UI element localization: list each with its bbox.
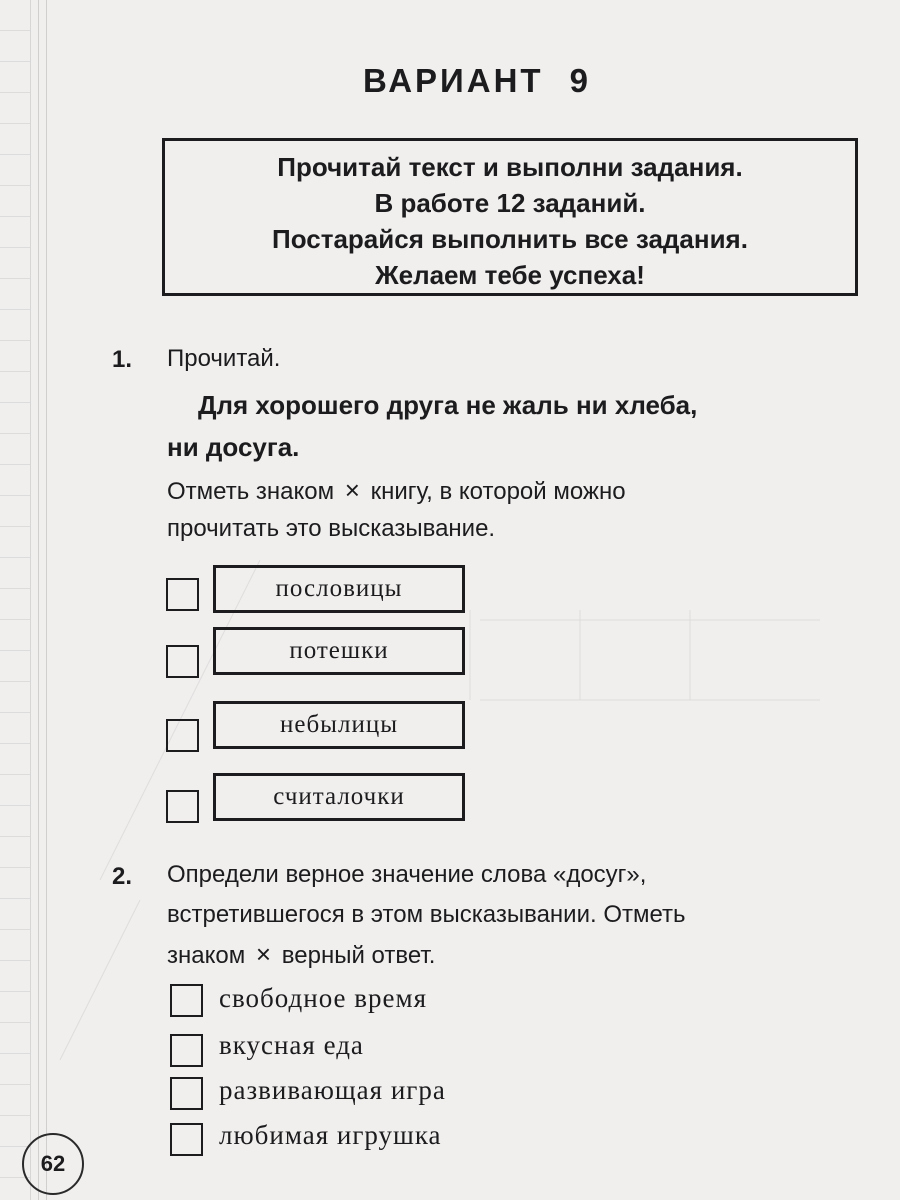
task1-option-checkbox-counting-rhymes[interactable] [166,790,199,823]
instructions-line: Прочитай текст и выполни задания. [277,152,743,182]
task1-intro: Прочитай. [167,345,281,372]
task1-option-checkbox-tall-tales[interactable] [166,719,199,752]
task2-line3: знаком × верный ответ. [167,939,436,969]
instructions-line: Постарайся выполнить все задания. [272,224,748,254]
task1-option-tall-tales: небылицы [213,701,465,749]
title-word: ВАРИАНТ [363,62,544,99]
task2-option-tasty-food: вкусная еда [219,1030,364,1060]
instructions-line: Желаем тебе успеха! [375,260,645,290]
task1-instruction-line1: Отметь знаком × книгу, в которой можно [167,475,626,505]
task2-option-educational-game: развивающая игра [219,1075,446,1105]
instructions-box [162,138,858,296]
task2-option-favorite-toy: любимая игрушка [219,1120,442,1150]
task1-option-counting-rhymes: считалочки [213,773,465,821]
task2-option-free-time: свободное время [219,983,427,1013]
task2-line1: Определи верное значение слова «досуг», [167,861,647,888]
task1-instruction-line2: прочитать это высказывание. [167,515,496,542]
task1-option-proverbs: пословицы [213,565,465,613]
task2-number: 2. [112,863,133,890]
page-title [363,62,591,100]
task1-number: 1. [112,346,133,373]
title-number: 9 [569,62,591,99]
task1-option-checkbox-nursery-rhymes[interactable] [166,645,199,678]
task1-quote-line1: Для хорошего друга не жаль ни хлеба, [198,390,698,420]
task1-option-nursery-rhymes: потешки [213,627,465,675]
task1-quote-line2: ни досуга. [167,432,300,462]
instructions-line: В работе 12 заданий. [374,188,646,218]
cross-mark-icon: × [255,939,272,969]
task2-option-checkbox-tasty-food[interactable] [170,1034,203,1067]
task1-option-checkbox-proverbs[interactable] [166,578,199,611]
cross-mark-icon: × [344,475,360,505]
task2-line2: встретившегося в этом высказывании. Отметь [167,901,686,928]
task2-option-checkbox-favorite-toy[interactable] [170,1123,203,1156]
task2-option-checkbox-free-time[interactable] [170,984,203,1017]
task2-option-checkbox-educational-game[interactable] [170,1077,203,1110]
page-number: 62 [22,1133,84,1195]
